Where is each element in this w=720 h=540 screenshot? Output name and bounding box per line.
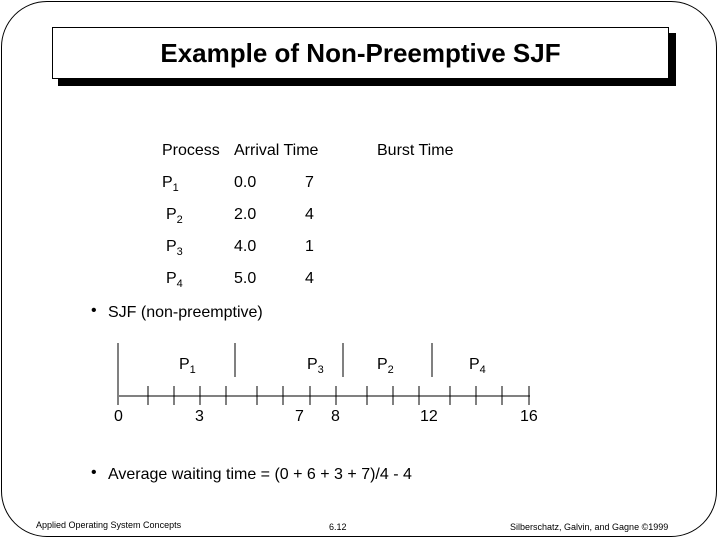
time-label-3: 3 [195, 408, 204, 425]
row-2-arrival: 2.0 [234, 206, 257, 223]
bullet-1-marker: • [91, 302, 97, 319]
header-process: Process [162, 142, 220, 159]
row-4-process: $P_4$ [166, 270, 183, 290]
slide-title: Example of Non-Preemptive SJF [160, 38, 561, 68]
row-4-arrival: 5.0 [234, 270, 257, 287]
row-1-process: $P_1$ [162, 174, 179, 194]
footer-center: 6.12 [329, 522, 347, 532]
header-arrival-time: Arrival Time [234, 142, 319, 159]
row-3-burst: 1 [305, 238, 314, 255]
time-label-16: 16 [520, 408, 538, 425]
row-3-process: $P_3$ [166, 238, 183, 258]
header-burst-time: Burst Time [377, 142, 454, 159]
row-2-burst: 4 [305, 206, 314, 223]
row-3-arrival: 4.0 [234, 238, 257, 255]
gantt-label-p2: $P_2$ [377, 356, 394, 376]
row-1-burst: 7 [305, 174, 314, 191]
gantt-label-p1: $P_1$ [179, 356, 196, 376]
time-label-0: 0 [114, 408, 123, 425]
gantt-label-p4: $P_4$ [469, 356, 486, 376]
bullet-2-marker: • [91, 464, 97, 481]
footer-left: Applied Operating System Concepts [36, 520, 182, 530]
bullet-1-text: SJF (non-preemptive) [108, 304, 263, 321]
time-label-12: 12 [420, 408, 438, 425]
time-label-8: 8 [331, 408, 340, 425]
row-1-arrival: 0.0 [234, 174, 257, 191]
bullet-2-text: Average waiting time = (0 + 6 + 3 + 7)/4 - 4 [108, 466, 412, 483]
row-4-burst: 4 [305, 270, 314, 287]
footer-right: Silberschatz, Galvin, and Gagne ©1999 [510, 522, 669, 532]
gantt-label-p3: $P_3$ [307, 356, 324, 376]
time-label-7: 7 [295, 408, 304, 425]
row-2-process: $P_2$ [166, 206, 183, 226]
